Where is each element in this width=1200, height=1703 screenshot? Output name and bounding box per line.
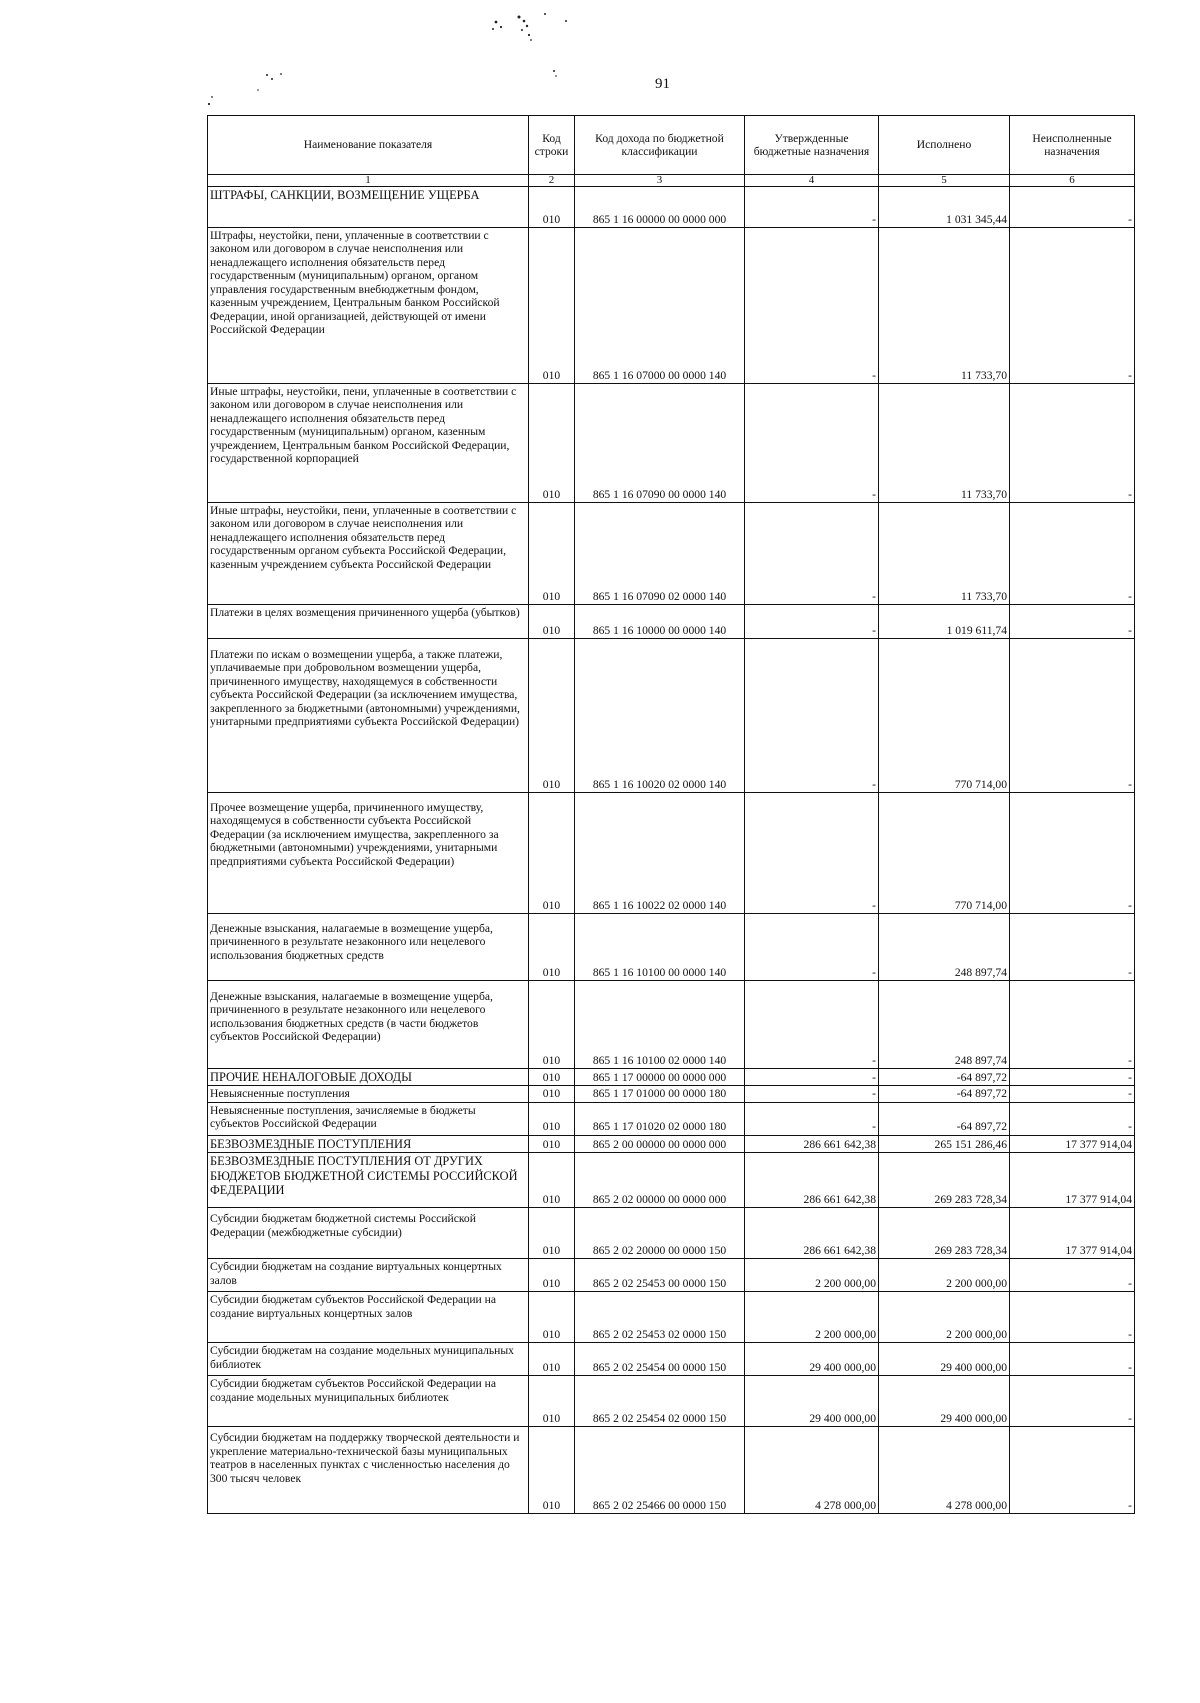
table-row [208,1102,1135,1135]
row-executed: 29 400 000,00 [879,1343,1010,1376]
row-name: Невыясненные поступления [208,1086,529,1102]
row-kbk: 865 1 16 10020 02 0000 140 [575,639,745,793]
row-approved: - [745,503,879,605]
table-row [208,1135,1135,1152]
row-approved: 29 400 000,00 [745,1376,879,1427]
row-approved: - [745,384,879,503]
row-unexecuted: - [1010,981,1135,1069]
row-approved: - [745,793,879,914]
table-row [208,228,1135,384]
row-executed: 269 283 728,34 [879,1208,1010,1259]
row-kbk: 865 2 02 25453 00 0000 150 [575,1259,745,1292]
row-unexecuted: - [1010,639,1135,793]
row-approved: - [745,639,879,793]
row-unexecuted: - [1010,1343,1135,1376]
row-name: Невыясненные поступления, зачисляемые в бюджеты субъектов Российской Федерации [208,1102,529,1135]
table-row [208,503,1135,605]
table-row [208,914,1135,981]
row-name: Субсидии бюджетам на поддержку творческой деятельности и укрепление материально-технической базы муниципальных театров в населенных пунктах с численностью населения до 300 тысяч человек [208,1427,529,1514]
row-line-code: 010 [529,1343,575,1376]
row-unexecuted: - [1010,1427,1135,1514]
row-name: Платежи по искам о возмещении ущерба, а также платежи, уплачиваемые при добровольном возмещении ущерба, причиненного имуществу, находящемуся в собственности субъекта Российской Федерации (за исключением имущества, закрепленного за бюджетными (автономными) учреждениями, унитарными предприятиями субъекта Российской Федерации) [208,639,529,793]
row-kbk: 865 1 16 07090 02 0000 140 [575,503,745,605]
table-row [208,793,1135,914]
row-executed: 265 151 286,46 [879,1135,1010,1152]
row-executed: -64 897,72 [879,1086,1010,1102]
row-line-code: 010 [529,1135,575,1152]
row-approved: - [745,605,879,639]
row-unexecuted: - [1010,503,1135,605]
row-line-code: 010 [529,384,575,503]
row-unexecuted: - [1010,187,1135,228]
row-line-code: 010 [529,793,575,914]
row-approved: - [745,981,879,1069]
row-executed: 269 283 728,34 [879,1153,1010,1208]
row-approved: 286 661 642,38 [745,1208,879,1259]
row-name: ШТРАФЫ, САНКЦИИ, ВОЗМЕЩЕНИЕ УЩЕРБА [208,187,529,228]
row-approved: 29 400 000,00 [745,1343,879,1376]
row-kbk: 865 1 16 10000 00 0000 140 [575,605,745,639]
row-unexecuted: - [1010,228,1135,384]
row-name: БЕЗВОЗМЕЗДНЫЕ ПОСТУПЛЕНИЯ [208,1135,529,1152]
row-kbk: 865 1 17 00000 00 0000 000 [575,1069,745,1086]
page-number: 91 [655,76,670,92]
row-executed: 248 897,74 [879,981,1010,1069]
budget-report-table [207,115,1135,1514]
row-name: Денежные взыскания, налагаемые в возмещение ущерба, причиненного в результате незаконного или нецелевого использования бюджетных средств (в части бюджетов субъектов Российской Федерации) [208,981,529,1069]
row-line-code: 010 [529,914,575,981]
row-executed: 11 733,70 [879,384,1010,503]
table-row [208,1376,1135,1427]
table-row [208,1086,1135,1102]
column-number: 4 [745,175,879,187]
row-executed: 11 733,70 [879,503,1010,605]
table-row [208,639,1135,793]
row-approved: 286 661 642,38 [745,1135,879,1152]
row-unexecuted: - [1010,1259,1135,1292]
row-name: Денежные взыскания, налагаемые в возмещение ущерба, причиненного в результате незаконного или нецелевого использования бюджетных средств [208,914,529,981]
row-name: Субсидии бюджетам субъектов Российской Федерации на создание виртуальных концертных залов [208,1292,529,1343]
row-unexecuted: - [1010,1069,1135,1086]
row-unexecuted: - [1010,914,1135,981]
row-executed: 770 714,00 [879,793,1010,914]
row-line-code: 010 [529,1259,575,1292]
row-kbk: 865 2 02 00000 00 0000 000 [575,1153,745,1208]
table-row [208,1208,1135,1259]
row-line-code: 010 [529,981,575,1069]
row-unexecuted: 17 377 914,04 [1010,1208,1135,1259]
row-approved: 2 200 000,00 [745,1259,879,1292]
row-approved: - [745,1102,879,1135]
row-line-code: 010 [529,1153,575,1208]
row-line-code: 010 [529,639,575,793]
row-executed: 248 897,74 [879,914,1010,981]
row-approved: 4 278 000,00 [745,1427,879,1514]
table-row [208,1069,1135,1086]
row-kbk: 865 1 16 10100 00 0000 140 [575,914,745,981]
table-row [208,605,1135,639]
row-kbk: 865 2 02 25453 02 0000 150 [575,1292,745,1343]
row-unexecuted: - [1010,1376,1135,1427]
row-kbk: 865 2 00 00000 00 0000 000 [575,1135,745,1152]
row-unexecuted: - [1010,605,1135,639]
row-kbk: 865 1 16 07000 00 0000 140 [575,228,745,384]
header-kbk: Код дохода по бюджетной классификации [575,116,745,175]
row-kbk: 865 1 16 07090 00 0000 140 [575,384,745,503]
row-kbk: 865 1 16 10022 02 0000 140 [575,793,745,914]
table-row [208,384,1135,503]
row-line-code: 010 [529,228,575,384]
row-unexecuted: - [1010,1086,1135,1102]
row-approved: 2 200 000,00 [745,1292,879,1343]
row-kbk: 865 1 16 00000 00 0000 000 [575,187,745,228]
row-unexecuted: - [1010,793,1135,914]
row-executed: -64 897,72 [879,1102,1010,1135]
row-approved: - [745,1086,879,1102]
row-line-code: 010 [529,1427,575,1514]
row-executed: 1 019 611,74 [879,605,1010,639]
row-kbk: 865 2 02 25454 00 0000 150 [575,1343,745,1376]
row-approved: 286 661 642,38 [745,1153,879,1208]
row-name: Штрафы, неустойки, пени, уплаченные в соответствии с законом или договором в случае неисполнения или ненадлежащего исполнения обязательств перед государственным (муниципальным) органом, органом управления государственным внебюджетным фондом, казенным учреждением, Центральным банком Российской Федерации, иной организацией, действующей от имени Российской Федерации [208,228,529,384]
row-name: БЕЗВОЗМЕЗДНЫЕ ПОСТУПЛЕНИЯ ОТ ДРУГИХ БЮДЖЕТОВ БЮДЖЕТНОЙ СИСТЕМЫ РОССИЙСКОЙ ФЕДЕРАЦИИ [208,1153,529,1208]
row-name: ПРОЧИЕ НЕНАЛОГОВЫЕ ДОХОДЫ [208,1069,529,1086]
row-kbk: 865 2 02 25454 02 0000 150 [575,1376,745,1427]
row-unexecuted: - [1010,1292,1135,1343]
row-line-code: 010 [529,503,575,605]
row-approved: - [745,1069,879,1086]
table-row [208,1427,1135,1514]
row-name: Платежи в целях возмещения причиненного ущерба (убытков) [208,605,529,639]
row-kbk: 865 2 02 20000 00 0000 150 [575,1208,745,1259]
row-unexecuted: - [1010,1102,1135,1135]
row-unexecuted: 17 377 914,04 [1010,1153,1135,1208]
row-name: Субсидии бюджетам бюджетной системы Российской Федерации (межбюджетные субсидии) [208,1208,529,1259]
row-kbk: 865 1 17 01020 02 0000 180 [575,1102,745,1135]
scan-artifacts [0,0,1200,120]
row-line-code: 010 [529,1102,575,1135]
table-row [208,1343,1135,1376]
row-name: Прочее возмещение ущерба, причиненного имуществу, находящемуся в собственности субъекта Российской Федерации (за исключением имущества, закрепленного за бюджетными (автономными) учреждениями, унитарными предприятиями субъекта Российской Федерации) [208,793,529,914]
row-line-code: 010 [529,1086,575,1102]
header-row [208,116,1135,175]
row-name: Субсидии бюджетам на создание виртуальных концертных залов [208,1259,529,1292]
row-line-code: 010 [529,1376,575,1427]
row-unexecuted: 17 377 914,04 [1010,1135,1135,1152]
header-line-code: Код строки [529,116,575,175]
row-approved: - [745,228,879,384]
row-line-code: 010 [529,1069,575,1086]
row-kbk: 865 1 17 01000 00 0000 180 [575,1086,745,1102]
row-name: Субсидии бюджетам субъектов Российской Федерации на создание модельных муниципальных библиотек [208,1376,529,1427]
row-kbk: 865 2 02 25466 00 0000 150 [575,1427,745,1514]
row-line-code: 010 [529,187,575,228]
row-approved: - [745,187,879,228]
row-line-code: 010 [529,1208,575,1259]
row-name: Иные штрафы, неустойки, пени, уплаченные в соответствии с законом или договором в случае неисполнения или ненадлежащего исполнения обязательств перед государственным (муниципальным) органом, казенным учреждением, Центральным банком Российской Федерации, государственной корпорацией [208,384,529,503]
table-row [208,1153,1135,1208]
header-name: Наименование показателя [208,116,529,175]
row-kbk: 865 1 16 10100 02 0000 140 [575,981,745,1069]
column-number: 2 [529,175,575,187]
table-row [208,187,1135,228]
row-name: Иные штрафы, неустойки, пени, уплаченные в соответствии с законом или договором в случае неисполнения или ненадлежащего исполнения обязательств перед государственным органом субъекта Российской Федерации, казенным учреждением субъекта Российской Федерации [208,503,529,605]
column-number: 3 [575,175,745,187]
header-unexecuted: Неисполненные назначения [1010,116,1135,175]
table-row [208,981,1135,1069]
row-line-code: 010 [529,605,575,639]
row-executed: 29 400 000,00 [879,1376,1010,1427]
row-executed: 2 200 000,00 [879,1259,1010,1292]
row-executed: 1 031 345,44 [879,187,1010,228]
column-number: 5 [879,175,1010,187]
row-approved: - [745,914,879,981]
row-name: Субсидии бюджетам на создание модельных муниципальных библиотек [208,1343,529,1376]
header-executed: Исполнено [879,116,1010,175]
header-approved: Утвержденные бюджетные назначения [745,116,879,175]
row-executed: -64 897,72 [879,1069,1010,1086]
row-unexecuted: - [1010,384,1135,503]
table-row [208,1292,1135,1343]
row-executed: 11 733,70 [879,228,1010,384]
row-line-code: 010 [529,1292,575,1343]
row-executed: 2 200 000,00 [879,1292,1010,1343]
column-number: 1 [208,175,529,187]
column-number: 6 [1010,175,1135,187]
row-executed: 4 278 000,00 [879,1427,1010,1514]
column-number-row [208,175,1135,187]
row-executed: 770 714,00 [879,639,1010,793]
table-row [208,1259,1135,1292]
